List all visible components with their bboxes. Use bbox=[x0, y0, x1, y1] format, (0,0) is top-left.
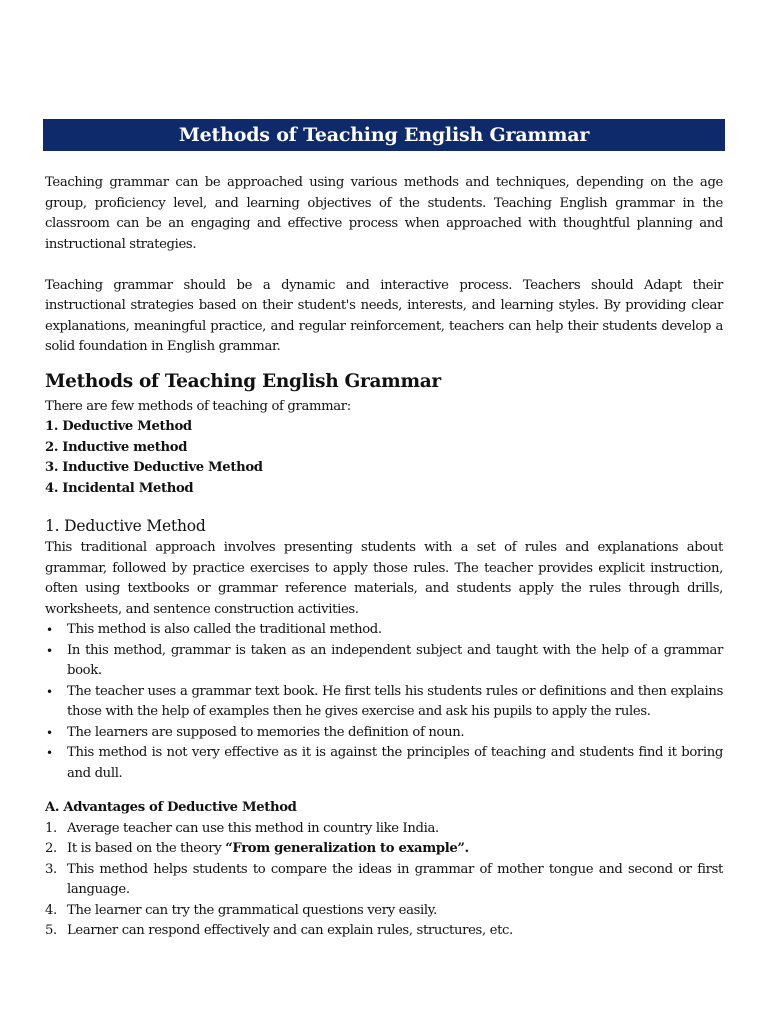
advantage-item bbox=[45, 901, 723, 922]
item-number: 1. bbox=[45, 820, 57, 836]
bullet-text: The learners are supposed to memories the definition of noun. bbox=[67, 724, 465, 740]
bullet-icon: • bbox=[46, 643, 53, 658]
deductive-paragraph: This traditional approach involves presenting students with a set of rules and explanations about grammar, followed by practice exercises to apply those rules. The teacher provides explicit instruction, often using textbooks or grammar reference materials, and students apply the rules through drills, worksheets, and sentence construction activities. bbox=[45, 540, 723, 617]
intro-paragraph-1: Teaching grammar can be approached using various methods and techniques, depending on the age group, proficiency level, and learning objectives of the students. Teaching English grammar in the classroom can be an engaging and effective process when approached with thoughtful planning and instructional strategies. bbox=[45, 175, 723, 252]
item-number: 3. bbox=[45, 861, 57, 877]
advantage-text: This method helps students to compare the ideas in grammar of mother tongue and second or first language. bbox=[67, 861, 723, 897]
advantage-text: The learner can try the grammatical questions very easily. bbox=[67, 902, 437, 918]
bullet-item bbox=[45, 682, 723, 723]
intro-paragraph-2: Teaching grammar should be a dynamic and interactive process. Teachers should Adapt their instructional strategies based on their student's needs, interests, and learning styles. By providing clear explanations, meaningful practice, and regular reinforcement, teachers can help their students develop a solid foundation in English grammar. bbox=[45, 277, 723, 354]
document-body bbox=[45, 173, 723, 942]
advantage-item bbox=[45, 860, 723, 901]
advantage-item bbox=[45, 819, 723, 840]
advantage-text: It is based on the theory bbox=[67, 841, 226, 856]
method-item: 4. Incidental Method bbox=[45, 480, 194, 496]
method-item: 1. Deductive Method bbox=[45, 419, 192, 434]
bullet-icon: • bbox=[46, 623, 53, 637]
bullet-text: This method is not very effective as it is against the principles of teaching and students find it boring and dull. bbox=[67, 745, 723, 781]
advantage-item bbox=[45, 839, 723, 860]
advantage-text: Average teacher can use this method in country like India. bbox=[67, 820, 439, 836]
methods-list bbox=[45, 417, 723, 499]
bullet-text: In this method, grammar is taken as an independent subject and taught with the help of a grammar book. bbox=[67, 642, 723, 678]
advantage-theory-quote: “From generalization to example”. bbox=[225, 841, 469, 856]
bullet-text: The teacher uses a grammar text book. He first tells his students rules or definitions and then explains those with the help of examples then he gives exercise and ask his pupils to apply the rules. bbox=[67, 683, 723, 719]
bullet-item bbox=[45, 743, 723, 784]
bullet-item bbox=[45, 641, 723, 682]
advantage-text: Learner can respond effectively and can explain rules, structures, etc. bbox=[67, 923, 513, 938]
bullet-icon: • bbox=[46, 725, 53, 740]
bullet-text: This method is also called the traditional method. bbox=[67, 622, 382, 637]
bullet-icon: • bbox=[46, 746, 53, 760]
bullet-icon: • bbox=[46, 684, 53, 699]
methods-heading: Methods of Teaching English Grammar bbox=[45, 370, 441, 392]
method-item: 2. Inductive method bbox=[45, 439, 188, 455]
method-item: 3. Inductive Deductive Method bbox=[45, 460, 263, 475]
deductive-heading: 1. Deductive Method bbox=[45, 517, 206, 535]
item-number: 4. bbox=[45, 902, 57, 918]
item-number: 5. bbox=[45, 923, 57, 938]
item-number: 2. bbox=[45, 841, 57, 856]
document-title: Methods of Teaching English Grammar bbox=[178, 124, 590, 146]
advantages-list bbox=[45, 819, 723, 942]
advantage-item bbox=[45, 921, 723, 942]
deductive-bullets bbox=[45, 620, 723, 784]
title-banner bbox=[43, 119, 725, 151]
bullet-item bbox=[45, 723, 723, 744]
methods-lead: There are few methods of teaching of grammar: bbox=[45, 398, 351, 414]
advantages-heading: A. Advantages of Deductive Method bbox=[45, 800, 297, 815]
bullet-item bbox=[45, 620, 723, 641]
paragraph-gap bbox=[45, 255, 723, 276]
